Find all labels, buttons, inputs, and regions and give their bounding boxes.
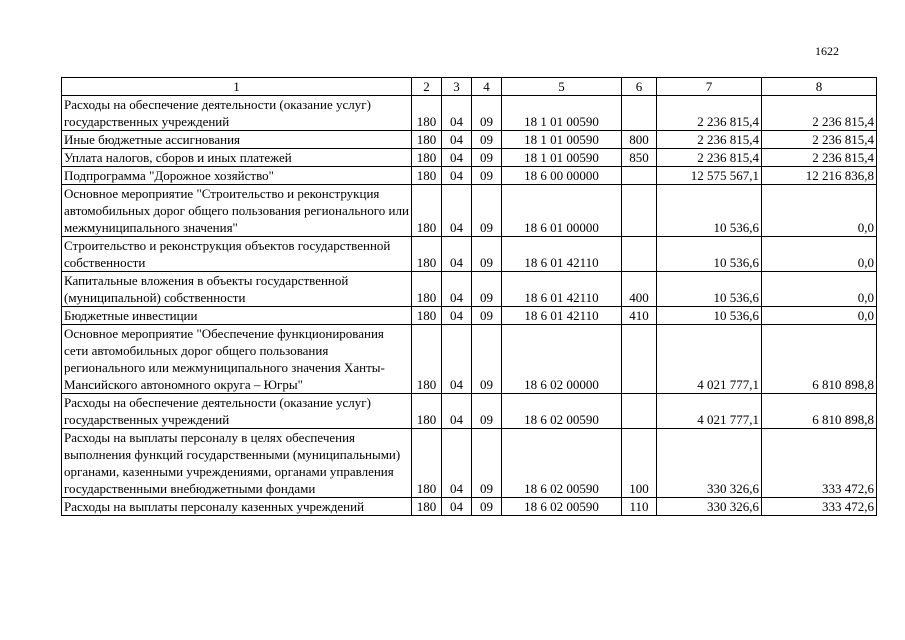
code-cell-4: 09 bbox=[472, 429, 502, 498]
amount-cell-7: 10 536,6 bbox=[657, 272, 762, 307]
amount-cell-7: 10 536,6 bbox=[657, 185, 762, 237]
code-cell-6 bbox=[622, 394, 657, 429]
table-row bbox=[62, 325, 877, 394]
code-cell-6 bbox=[622, 237, 657, 272]
amount-cell-7: 330 326,6 bbox=[657, 498, 762, 516]
amount-cell-8: 333 472,6 bbox=[762, 429, 877, 498]
column-header: 1 bbox=[62, 78, 412, 96]
row-name-cell: Иные бюджетные ассигнования bbox=[62, 131, 412, 149]
row-name-cell: Основное мероприятие "Строительство и реконструкция автомобильных дорог общего пользования регионального или межмуниципального значения" bbox=[62, 185, 412, 237]
table-row bbox=[62, 237, 877, 272]
code-cell-2: 180 bbox=[412, 131, 442, 149]
row-name-cell: Строительство и реконструкция объектов государственной собственности bbox=[62, 237, 412, 272]
row-name-cell: Капитальные вложения в объекты государственной (муниципальной) собственности bbox=[62, 272, 412, 307]
code-cell-2: 180 bbox=[412, 237, 442, 272]
amount-cell-8: 6 810 898,8 bbox=[762, 325, 877, 394]
amount-cell-7: 10 536,6 bbox=[657, 307, 762, 325]
code-cell-5: 18 6 00 00000 bbox=[502, 167, 622, 185]
amount-cell-7: 10 536,6 bbox=[657, 237, 762, 272]
code-cell-2: 180 bbox=[412, 96, 442, 131]
code-cell-2: 180 bbox=[412, 167, 442, 185]
amount-cell-8: 2 236 815,4 bbox=[762, 96, 877, 131]
column-header: 6 bbox=[622, 78, 657, 96]
column-header: 4 bbox=[472, 78, 502, 96]
code-cell-6: 100 bbox=[622, 429, 657, 498]
table-row bbox=[62, 272, 877, 307]
code-cell-3: 04 bbox=[442, 185, 472, 237]
code-cell-4: 09 bbox=[472, 149, 502, 167]
header-row bbox=[62, 78, 877, 96]
code-cell-3: 04 bbox=[442, 429, 472, 498]
code-cell-2: 180 bbox=[412, 429, 442, 498]
amount-cell-7: 2 236 815,4 bbox=[657, 131, 762, 149]
code-cell-2: 180 bbox=[412, 185, 442, 237]
amount-cell-8: 333 472,6 bbox=[762, 498, 877, 516]
code-cell-3: 04 bbox=[442, 307, 472, 325]
code-cell-3: 04 bbox=[442, 96, 472, 131]
table-row bbox=[62, 498, 877, 516]
table-row bbox=[62, 394, 877, 429]
column-header: 8 bbox=[762, 78, 877, 96]
code-cell-5: 18 6 01 42110 bbox=[502, 237, 622, 272]
code-cell-5: 18 6 02 00590 bbox=[502, 429, 622, 498]
row-name-cell: Расходы на обеспечение деятельности (оказание услуг) государственных учреждений bbox=[62, 394, 412, 429]
code-cell-6 bbox=[622, 167, 657, 185]
amount-cell-8: 0,0 bbox=[762, 272, 877, 307]
code-cell-5: 18 6 02 00590 bbox=[502, 394, 622, 429]
row-name-cell: Подпрограмма "Дорожное хозяйство" bbox=[62, 167, 412, 185]
code-cell-6: 850 bbox=[622, 149, 657, 167]
code-cell-4: 09 bbox=[472, 237, 502, 272]
code-cell-3: 04 bbox=[442, 394, 472, 429]
page-number: 1622 bbox=[815, 44, 839, 58]
table-row bbox=[62, 429, 877, 498]
table-row bbox=[62, 149, 877, 167]
code-cell-2: 180 bbox=[412, 149, 442, 167]
row-name-cell: Основное мероприятие "Обеспечение функционирования сети автомобильных дорог общего пользования регионального или межмуниципального значения Ханты-Мансийского автономного округа – Югры" bbox=[62, 325, 412, 394]
code-cell-3: 04 bbox=[442, 167, 472, 185]
code-cell-4: 09 bbox=[472, 307, 502, 325]
amount-cell-7: 12 575 567,1 bbox=[657, 167, 762, 185]
table-row bbox=[62, 167, 877, 185]
code-cell-4: 09 bbox=[472, 394, 502, 429]
amount-cell-8: 2 236 815,4 bbox=[762, 149, 877, 167]
code-cell-6: 400 bbox=[622, 272, 657, 307]
code-cell-4: 09 bbox=[472, 498, 502, 516]
code-cell-4: 09 bbox=[472, 185, 502, 237]
code-cell-5: 18 6 01 00000 bbox=[502, 185, 622, 237]
code-cell-4: 09 bbox=[472, 96, 502, 131]
amount-cell-7: 2 236 815,4 bbox=[657, 96, 762, 131]
amount-cell-8: 0,0 bbox=[762, 185, 877, 237]
row-name-cell: Бюджетные инвестиции bbox=[62, 307, 412, 325]
row-name-cell: Расходы на выплаты персоналу в целях обеспечения выполнения функций государственными (муниципальными) органами, казенными учреждениями, органами управления государственными внебюджетными фондами bbox=[62, 429, 412, 498]
code-cell-5: 18 6 01 42110 bbox=[502, 272, 622, 307]
amount-cell-8: 6 810 898,8 bbox=[762, 394, 877, 429]
code-cell-6 bbox=[622, 185, 657, 237]
code-cell-4: 09 bbox=[472, 325, 502, 394]
code-cell-4: 09 bbox=[472, 167, 502, 185]
table-row bbox=[62, 131, 877, 149]
code-cell-3: 04 bbox=[442, 131, 472, 149]
table-row bbox=[62, 185, 877, 237]
code-cell-3: 04 bbox=[442, 325, 472, 394]
amount-cell-7: 4 021 777,1 bbox=[657, 394, 762, 429]
row-name-cell: Расходы на выплаты персоналу казенных учреждений bbox=[62, 498, 412, 516]
code-cell-6 bbox=[622, 96, 657, 131]
column-header: 3 bbox=[442, 78, 472, 96]
column-header: 5 bbox=[502, 78, 622, 96]
code-cell-5: 18 1 01 00590 bbox=[502, 131, 622, 149]
amount-cell-8: 2 236 815,4 bbox=[762, 131, 877, 149]
table-row bbox=[62, 307, 877, 325]
code-cell-5: 18 6 01 42110 bbox=[502, 307, 622, 325]
code-cell-3: 04 bbox=[442, 149, 472, 167]
table-row bbox=[62, 96, 877, 131]
code-cell-6: 410 bbox=[622, 307, 657, 325]
code-cell-3: 04 bbox=[442, 272, 472, 307]
amount-cell-8: 0,0 bbox=[762, 237, 877, 272]
code-cell-6: 800 bbox=[622, 131, 657, 149]
column-header: 7 bbox=[657, 78, 762, 96]
code-cell-3: 04 bbox=[442, 498, 472, 516]
row-name-cell: Расходы на обеспечение деятельности (оказание услуг) государственных учреждений bbox=[62, 96, 412, 131]
code-cell-6 bbox=[622, 325, 657, 394]
column-header: 2 bbox=[412, 78, 442, 96]
code-cell-3: 04 bbox=[442, 237, 472, 272]
amount-cell-7: 4 021 777,1 bbox=[657, 325, 762, 394]
code-cell-4: 09 bbox=[472, 272, 502, 307]
amount-cell-7: 2 236 815,4 bbox=[657, 149, 762, 167]
code-cell-5: 18 6 02 00000 bbox=[502, 325, 622, 394]
code-cell-6: 110 bbox=[622, 498, 657, 516]
code-cell-2: 180 bbox=[412, 272, 442, 307]
amount-cell-8: 12 216 836,8 bbox=[762, 167, 877, 185]
row-name-cell: Уплата налогов, сборов и иных платежей bbox=[62, 149, 412, 167]
budget-table bbox=[61, 77, 877, 516]
code-cell-2: 180 bbox=[412, 307, 442, 325]
code-cell-5: 18 1 01 00590 bbox=[502, 96, 622, 131]
code-cell-2: 180 bbox=[412, 498, 442, 516]
code-cell-5: 18 1 01 00590 bbox=[502, 149, 622, 167]
code-cell-4: 09 bbox=[472, 131, 502, 149]
amount-cell-7: 330 326,6 bbox=[657, 429, 762, 498]
code-cell-2: 180 bbox=[412, 394, 442, 429]
amount-cell-8: 0,0 bbox=[762, 307, 877, 325]
code-cell-5: 18 6 02 00590 bbox=[502, 498, 622, 516]
code-cell-2: 180 bbox=[412, 325, 442, 394]
